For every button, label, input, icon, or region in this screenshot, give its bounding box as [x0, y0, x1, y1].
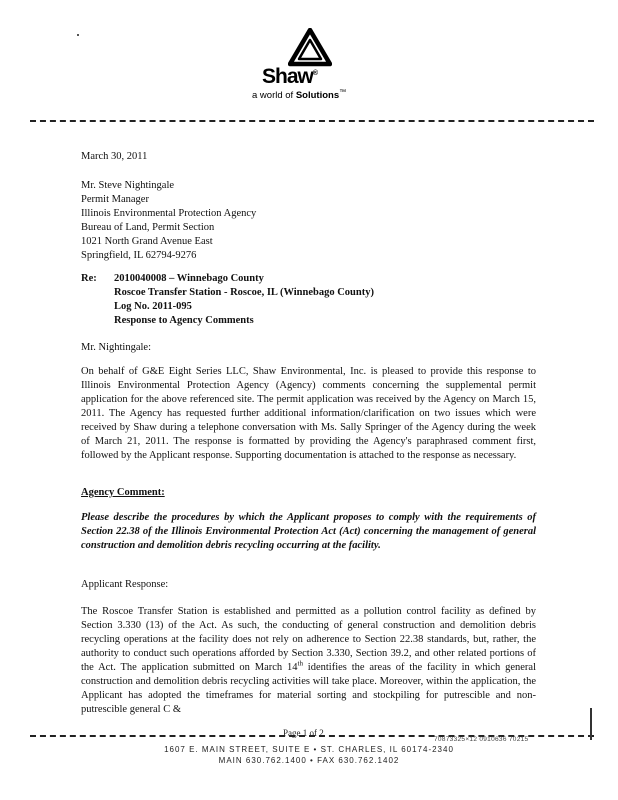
address-line: Mr. Steve Nightingale — [81, 180, 175, 191]
footer-address: 1607 E. MAIN STREET, SUITE E • ST. CHARLES, IL 60174-2340 — [164, 745, 454, 754]
response-paragraph: The Roscoe Transfer Station is established and permitted as a pollution control facility as defined by Section 3.330 (13) of the Act. As such, the conducting of general construction and demolition debris recycling operations at the facility does not rely on adherence to Section 22.38 standards, but, rather, the authority to conduct such operations afforded by Section 3.330, Section 39.2, and other related portions of the Act. The application submitted on March 14th identifies the areas of the facility in which general construction and demolition debris recycling activities will take place. Moreover, within the application, the Applicant has adopted the timeframes for material sorting and stockpiling for putrescible and non-putrescible general C & — [81, 606, 537, 715]
subject-line: Log No. 2011-095 — [114, 301, 192, 312]
footer-phone-fax: MAIN 630.762.1400 • FAX 630.762.1402 — [218, 756, 400, 765]
brand-tagline: a world of Solutions™ — [252, 88, 347, 101]
subject-line: Response to Agency Comments — [114, 315, 254, 326]
intro-paragraph: On behalf of G&E Eight Series LLC, Shaw Environmental, Inc. is pleased to provide this response to Illinois Environmental Protection Agency (Agency) comments concerning the supplemental permit application for the above referenced site. The permit application was received by the Agency on March 15, 2011. The Agency has requested further additional information/clarification on two issues which were received by Shaw during a telephone conversation with Ms. Sally Springer of the Agency during the week of March 21, 2011. The response is formatted by providing the Agency's paraphrased comment first, followed by the Applicant response. Supporting documentation is attached to the response as necessary. — [81, 366, 536, 461]
agency-comment-text: Please describe the procedures by which the Applicant proposes to comply with the requirements of Section 22.38 of the Illinois Environmental Protection Act (Act) concerning the management of general construction and demolition debris recycling occurring at the facility. — [81, 512, 536, 551]
applicant-response-heading: Applicant Response: — [81, 579, 169, 590]
brand-name: Shaw® — [262, 65, 318, 88]
document-code: 70873325×12 0910636 70215 — [434, 736, 529, 743]
page-number: Page 1 of 2 — [283, 728, 324, 738]
address-line: Illinois Environmental Protection Agency — [81, 208, 257, 219]
address-line: Bureau of Land, Permit Section — [81, 222, 215, 233]
subject-line: Roscoe Transfer Station - Roscoe, IL (Winnebago County) — [114, 287, 374, 298]
letterhead-divider — [30, 120, 594, 122]
recipient-address — [81, 179, 256, 263]
re-label: Re: — [81, 273, 97, 284]
subject-line: 2010040008 – Winnebago County — [114, 273, 264, 284]
agency-comment-heading: Agency Comment: — [81, 487, 165, 498]
salutation: Mr. Nightingale: — [81, 342, 151, 353]
subject-block — [114, 272, 374, 328]
scan-margin-mark — [590, 708, 592, 740]
address-line: Springfield, IL 62794-9276 — [81, 250, 197, 261]
shaw-triangle-logo-icon — [288, 28, 332, 68]
letter-date: March 30, 2011 — [81, 151, 148, 162]
scan-speck — [77, 34, 79, 36]
address-line: 1021 North Grand Avenue East — [81, 236, 213, 247]
address-line: Permit Manager — [81, 194, 149, 205]
